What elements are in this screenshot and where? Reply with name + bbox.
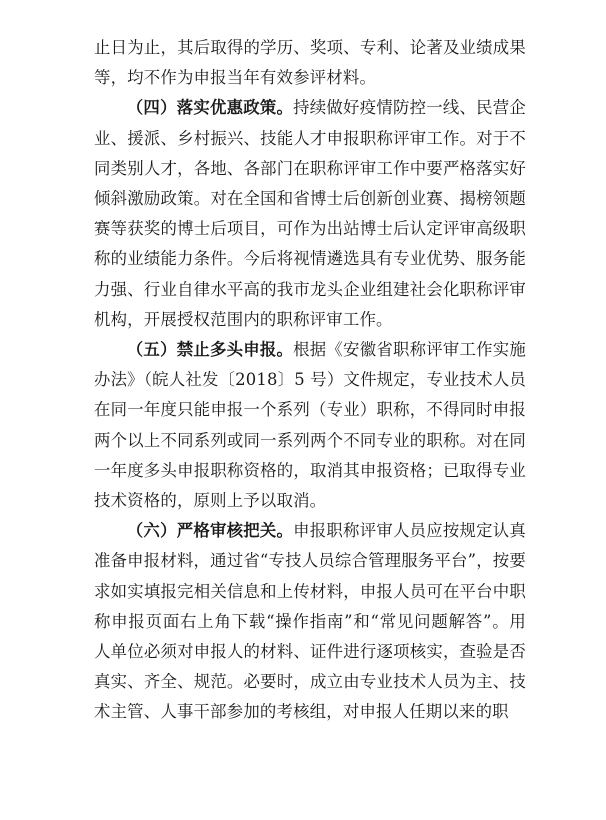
section-heading: （五）禁止多头申报。 <box>126 340 294 360</box>
paragraph-section-4 <box>94 93 526 335</box>
paragraph-section-5 <box>94 335 526 516</box>
document-body <box>94 33 526 728</box>
paragraph-continuation <box>94 33 526 93</box>
paragraph-text: 申报职称评审人员应按规定认真准备申报材料，通过省“专技人员综合管理服务平台”，按要求如实填报完相关信息和上传材料，申报人员可在平台中职称申报页面右上角下载“操作指南”和“常见问题解答”。用人单位必须对申报人的材料、证件进行逐项核实，查验是否真实、齐全、规范。必要时，成立由专业技术人员为主、技术主管、人事干部参加的考核组，对申报人任期以来的职 <box>94 521 526 722</box>
paragraph-section-6 <box>94 516 526 727</box>
paragraph-text: 止日为止，其后取得的学历、奖项、专利、论著及业绩成果等，均不作为申报当年有效参评材料。 <box>94 38 526 88</box>
section-heading: （四）落实优惠政策。 <box>126 98 294 118</box>
paragraph-text: 根据《安徽省职称评审工作实施办法》（皖人社发〔2018〕5 号）文件规定，专业技术人员在同一年度只能申报一个系列（专业）职称，不得同时申报两个以上不同系列或同一系列两个不同专业的职称。对在同一年度多头申报职称资格的，取消其申报资格；已取得专业技术资格的，原则上予以取消。 <box>94 340 526 511</box>
section-heading: （六）严格审核把关。 <box>126 521 294 541</box>
paragraph-text: 持续做好疫情防控一线、民营企业、援派、乡村振兴、技能人才申报职称评审工作。对于不同类别人才，各地、各部门在职称评审工作中要严格落实好倾斜激励政策。对在全国和省博士后创新创业赛、揭榜领题赛等获奖的博士后项目，可作为出站博士后认定评审高级职称的业绩能力条件。今后将视情遴选具有专业优势、服务能力强、行业自律水平高的我市龙头企业组建社会化职称评审机构，开展授权范围内的职称评审工作。 <box>94 98 526 329</box>
